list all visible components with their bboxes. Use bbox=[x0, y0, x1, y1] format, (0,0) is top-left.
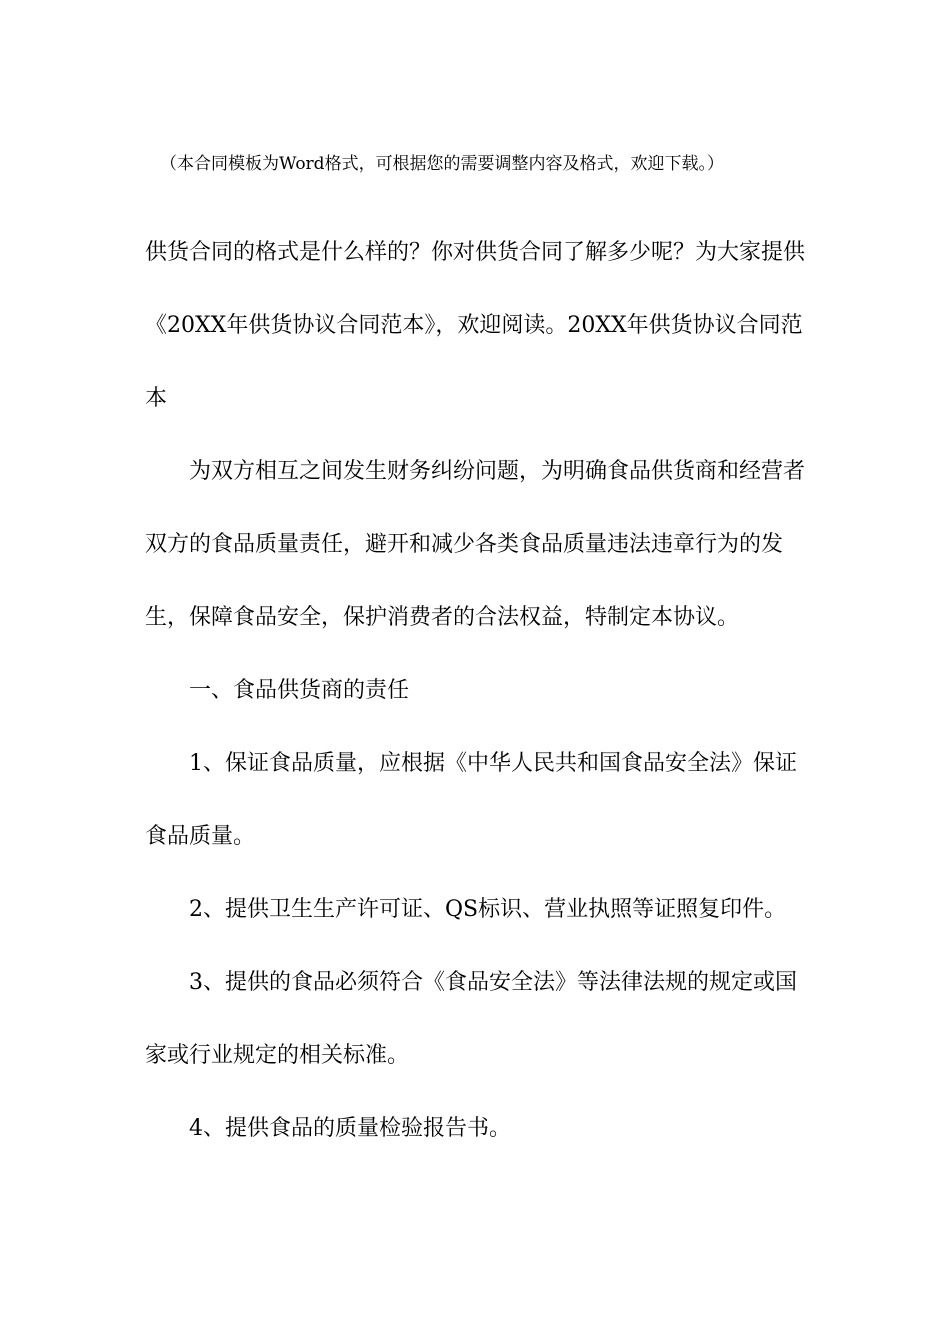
clause-4: 4、提供食品的质量检验报告书。 bbox=[189, 1116, 511, 1141]
section-heading-supplier-duties: 一、食品供货商的责任 bbox=[189, 678, 410, 703]
purpose-paragraph: 为双方相互之间发生财务纠纷问题，为明确食品供货商和经营者双方的食品质量责任，避开和减少各类食品质量违法违章行为的发生，保障食品安全，保护消费者的合法权益，特制定本协议。 bbox=[145, 459, 806, 630]
clause-2: 2、提供卫生生产许可证、QS标识、营业执照等证照复印件。 bbox=[189, 897, 787, 922]
document-body bbox=[145, 216, 805, 1165]
template-note: （本合同模板为Word格式，可根据您的需要调整内容及格式，欢迎下载。） bbox=[160, 154, 725, 174]
intro-paragraph: 供货合同的格式是什么样的？你对供货合同了解多少呢？为大家提供《20XX年供货协议合同范本》，欢迎阅读。20XX年供货协议合同范本 bbox=[145, 240, 806, 411]
clause-3: 3、提供的食品必须符合《食品安全法》等法律法规的规定或国家或行业规定的相关标准。 bbox=[145, 970, 797, 1068]
clause-1: 1、保证食品质量，应根据《中华人民共和国食品安全法》保证食品质量。 bbox=[145, 751, 797, 849]
